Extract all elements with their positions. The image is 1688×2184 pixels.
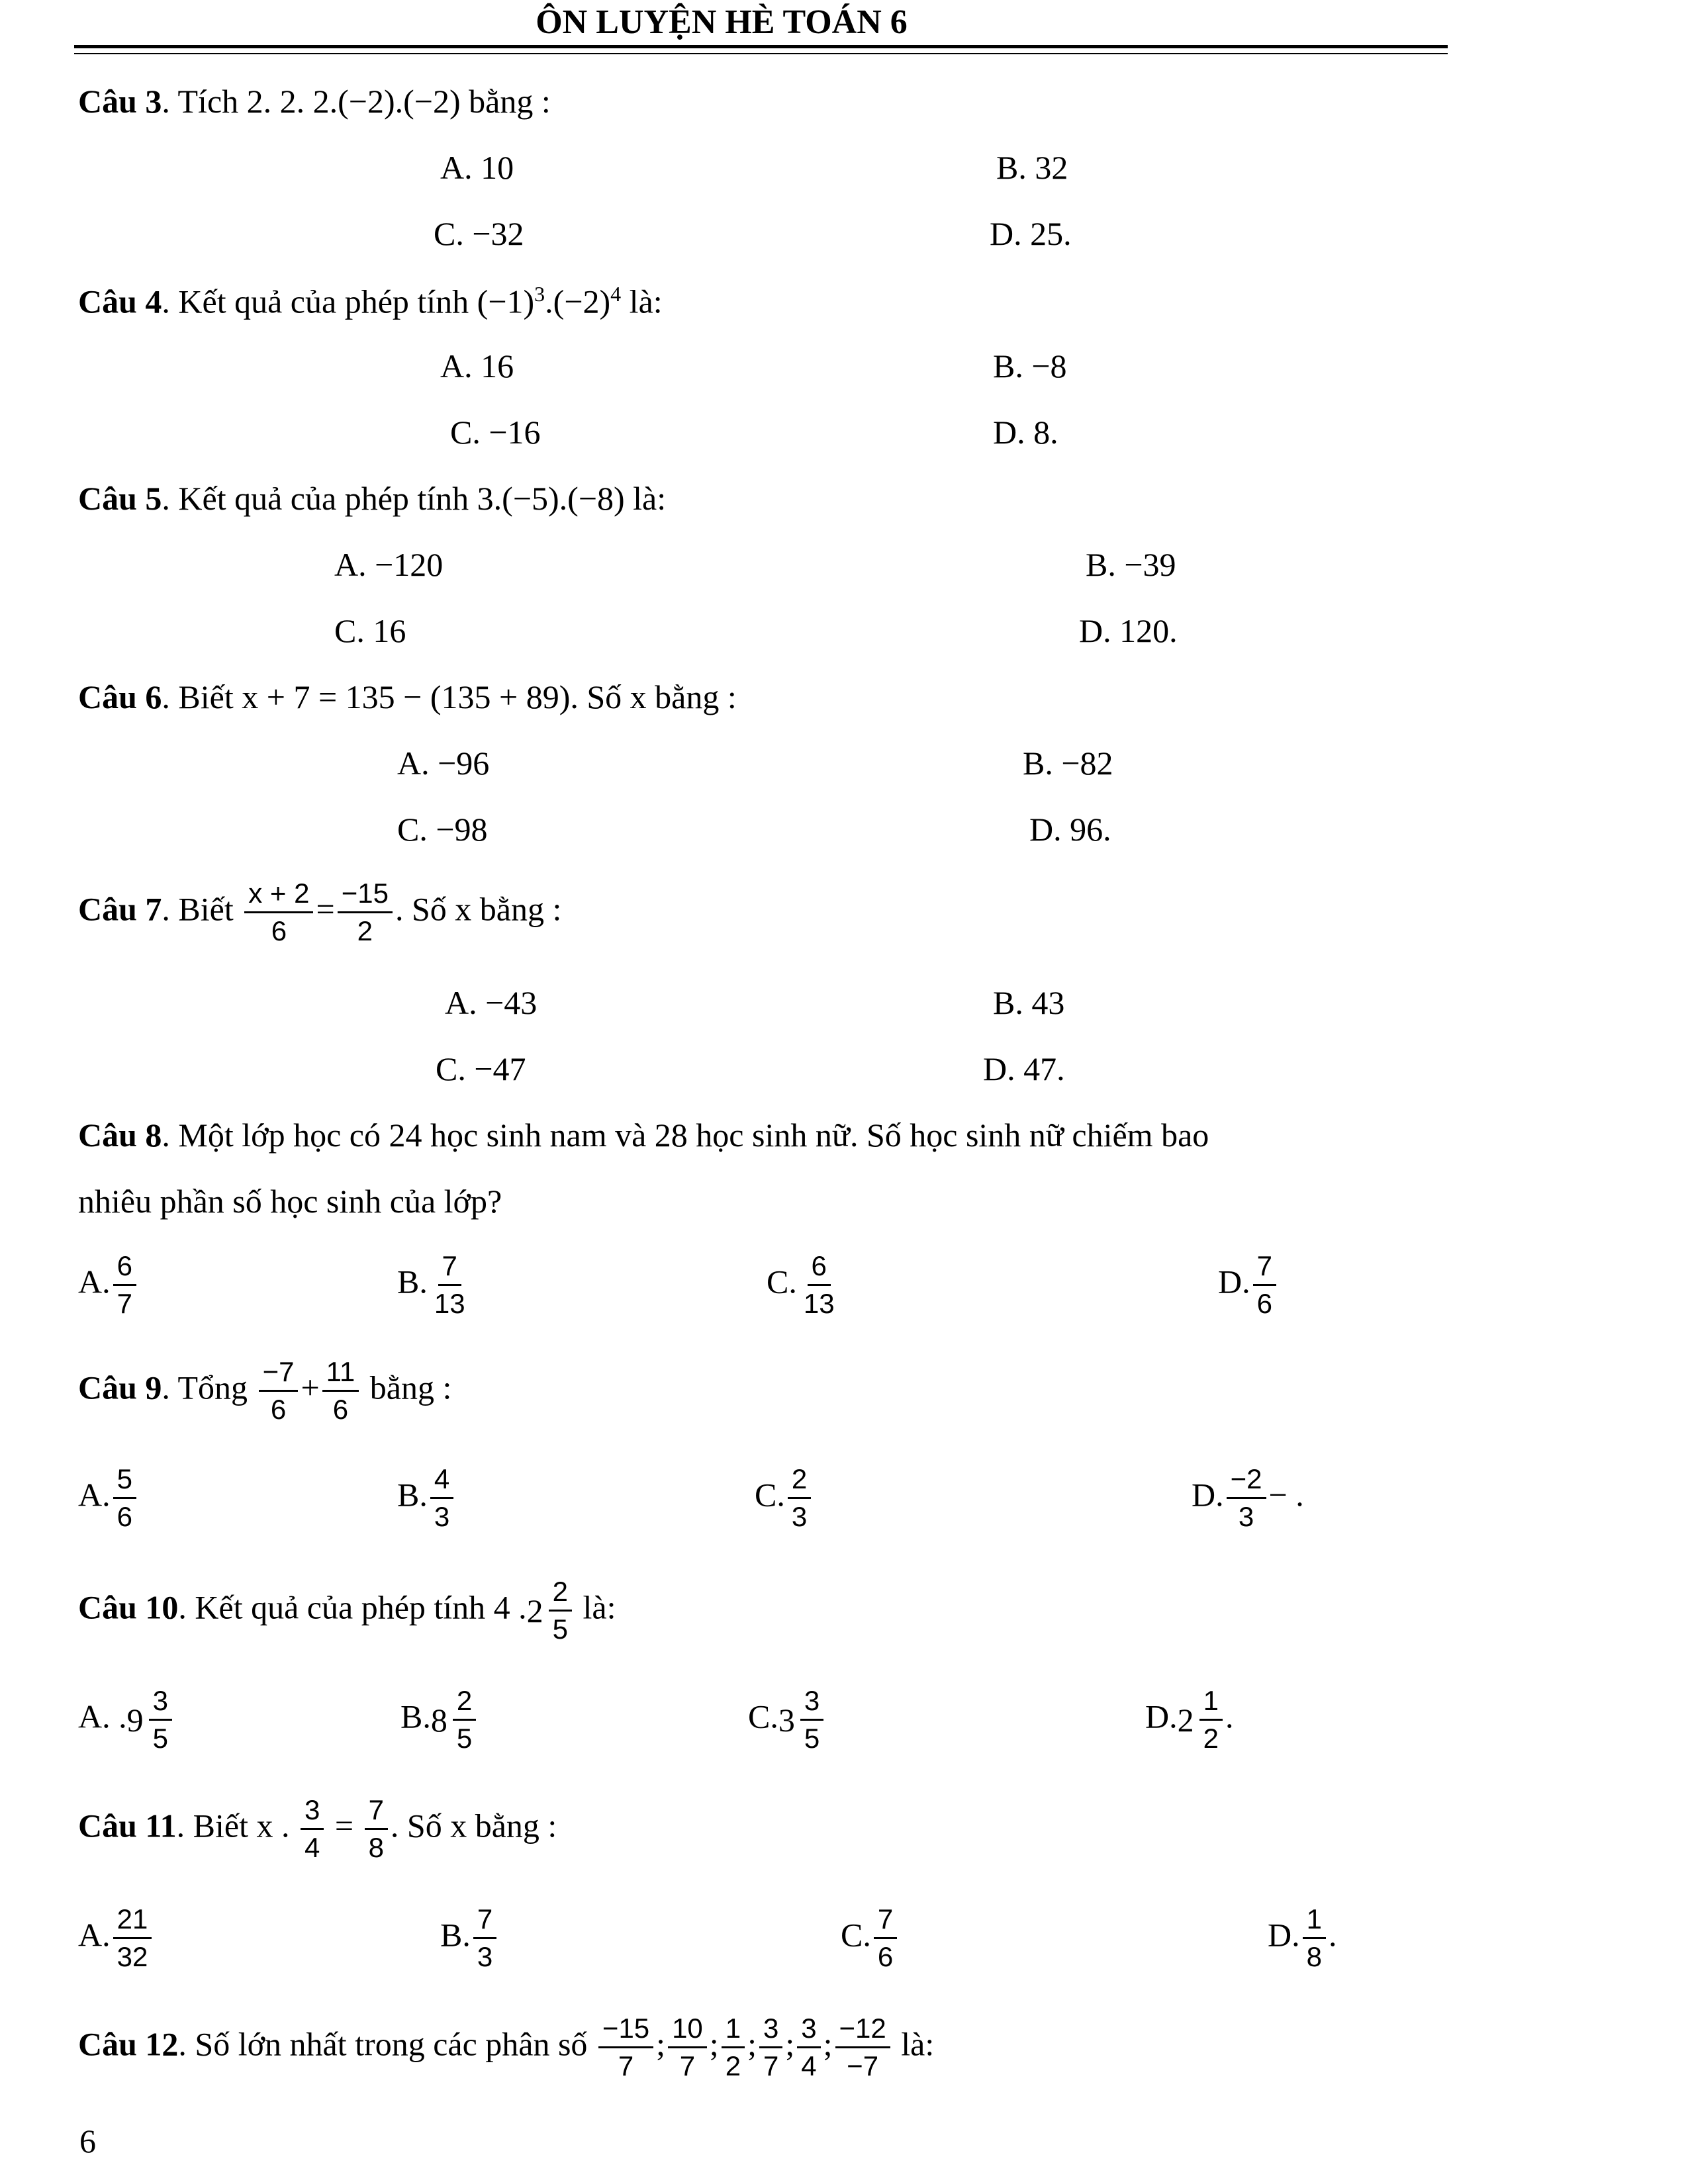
fraction-numerator: 21 (113, 1903, 152, 1939)
q11-option-a (78, 1903, 154, 1974)
question-12-label: Câu 12 (78, 2025, 179, 2063)
question-11 (78, 1794, 557, 1865)
fraction (473, 1903, 496, 1974)
option-letter: C. (767, 1263, 797, 1300)
fraction-denominator: 13 (803, 1288, 835, 1320)
q10-option-b (400, 1684, 479, 1756)
fraction-numerator: 7 (473, 1903, 496, 1939)
question-9-text-post: bằng : (361, 1369, 452, 1406)
fraction-numerator: −2 (1227, 1463, 1266, 1499)
q9-option-d (1192, 1463, 1304, 1534)
q10-option-d (1145, 1684, 1233, 1756)
question-7-text-pre: . Biết (162, 890, 242, 928)
exponent-2: 4 (610, 282, 622, 306)
fraction-numerator: 6 (113, 1250, 136, 1286)
fraction-denominator: 6 (270, 1394, 287, 1426)
q6-option-b: B. −82 (1023, 745, 1113, 782)
q9-option-c (755, 1463, 814, 1534)
mixed-whole: 8 (430, 1701, 447, 1739)
question-9-text-pre: . Tổng (162, 1369, 256, 1406)
mixed-whole: 3 (778, 1701, 795, 1739)
fraction-denominator: 6 (332, 1394, 349, 1426)
fraction-denominator: 2 (357, 915, 373, 947)
fraction-numerator: 7 (365, 1794, 388, 1830)
fraction-numerator: 7 (1253, 1250, 1276, 1286)
q9-option-a (78, 1463, 139, 1534)
fraction (598, 2012, 653, 2083)
question-4 (78, 283, 663, 318)
separator: ; (656, 2025, 666, 2063)
fraction (113, 1250, 136, 1321)
fraction (259, 1355, 299, 1427)
fraction-numerator: 1 (1303, 1903, 1326, 1939)
fraction-numerator: 7 (438, 1250, 461, 1286)
fraction-numerator: 2 (788, 1463, 811, 1499)
option-letter: B. (400, 1698, 431, 1735)
fraction-denominator: 8 (368, 1832, 384, 1864)
mixed-whole: 2 (526, 1592, 543, 1629)
fraction (797, 2012, 820, 2083)
fraction-denominator: 2 (725, 2050, 741, 2082)
fraction-denominator: 5 (804, 1723, 820, 1754)
question-5-text: . Kết quả của phép tính 3.(−5).(−8) là: (162, 480, 667, 517)
fraction-denominator: 3 (477, 1941, 493, 1973)
q5-option-d: D. 120. (1079, 612, 1178, 649)
fraction-denominator: 6 (271, 915, 287, 947)
fraction-denominator: 32 (117, 1941, 148, 1973)
q6-option-a: A. −96 (397, 745, 490, 782)
option-letter: A. (78, 1916, 111, 1954)
q5-option-c: C. 16 (334, 612, 406, 649)
question-12-text-post: là: (892, 2025, 935, 2063)
question-4-text-pre: . Kết quả của phép tính (−1) (162, 283, 535, 320)
fraction-numerator: 11 (322, 1355, 359, 1392)
fraction (1199, 1684, 1223, 1756)
q11-option-d (1268, 1903, 1336, 1974)
fraction (800, 1250, 839, 1321)
fraction-denominator: 7 (679, 2050, 696, 2082)
option-letter: C. (755, 1476, 785, 1514)
option-tail: − . (1268, 1476, 1304, 1514)
q11-option-b (440, 1903, 499, 1974)
plus-sign: + (301, 1369, 320, 1406)
q3-option-a: A. 10 (440, 149, 514, 186)
fraction-denominator: 2 (1203, 1723, 1219, 1754)
fraction-numerator: 6 (808, 1250, 831, 1286)
question-7-label: Câu 7 (78, 890, 162, 928)
q5-option-a: A. −120 (334, 546, 444, 583)
fraction (365, 1794, 388, 1865)
fraction-numerator: 1 (722, 2012, 745, 2048)
exponent-1: 3 (534, 282, 545, 306)
option-letter: B. (440, 1916, 471, 1954)
fraction (453, 1684, 476, 1756)
question-11-text-post: . Số x bằng : (390, 1807, 557, 1844)
fraction-numerator: −15 (338, 877, 393, 913)
q3-option-d: D. 25. (990, 215, 1072, 252)
q10-option-a (78, 1684, 175, 1756)
fraction-numerator: 5 (113, 1463, 136, 1499)
option-letter: D. (1192, 1476, 1224, 1514)
q8-option-c (767, 1250, 841, 1321)
fraction (549, 1575, 572, 1647)
fraction-denominator: 6 (877, 1941, 894, 1973)
mixed-number (127, 1684, 175, 1756)
option-letter: A. (78, 1476, 111, 1514)
question-12 (78, 2012, 934, 2083)
fraction-numerator: 2 (453, 1684, 476, 1721)
fraction-denominator: 5 (456, 1723, 473, 1754)
mixed-number (431, 1684, 479, 1756)
fraction (835, 2012, 890, 2083)
equals-sign: = (316, 890, 335, 928)
q7-option-a: A. −43 (445, 984, 538, 1021)
separator: ; (747, 2025, 757, 2063)
option-tail: . (1225, 1698, 1234, 1735)
fraction-numerator: 2 (549, 1575, 572, 1612)
option-letter: D. (1145, 1698, 1178, 1735)
option-letter: C. (841, 1916, 871, 1954)
fraction-denominator: 6 (117, 1501, 132, 1533)
q6-option-d: D. 96. (1029, 811, 1111, 848)
fraction-denominator: 3 (1238, 1501, 1254, 1533)
separator: ; (709, 2025, 719, 2063)
q4-option-a: A. 16 (440, 347, 514, 385)
mixed-number (1178, 1684, 1225, 1756)
question-10-label: Câu 10 (78, 1588, 179, 1626)
fraction-denominator: 3 (434, 1501, 450, 1533)
fraction-numerator: 1 (1199, 1684, 1223, 1721)
equals-sign: = (326, 1807, 362, 1844)
question-9-label: Câu 9 (78, 1369, 162, 1406)
fraction-numerator: 10 (668, 2012, 707, 2048)
fraction-denominator: 13 (434, 1288, 465, 1320)
fraction-denominator: −7 (847, 2050, 879, 2082)
question-4-text-mid: .(−2) (545, 283, 611, 320)
fraction (338, 877, 393, 948)
fraction (430, 1250, 469, 1321)
q7-option-c: C. −47 (436, 1050, 526, 1087)
question-8-text-line2: nhiêu phần số học sinh của lớp? (78, 1183, 502, 1220)
fraction-numerator: −15 (598, 2012, 653, 2048)
separator: ; (785, 2025, 795, 2063)
fraction (244, 877, 313, 948)
question-11-label: Câu 11 (78, 1807, 177, 1844)
fraction-denominator: 6 (1256, 1288, 1272, 1320)
question-12-text-pre: . Số lớn nhất trong các phân số (178, 2025, 596, 2063)
q7-option-d: D. 47. (983, 1050, 1065, 1087)
question-7 (78, 877, 561, 948)
fraction (322, 1355, 359, 1427)
q9-option-b (397, 1463, 456, 1534)
q4-option-c: C. −16 (450, 414, 541, 451)
question-3-text: . Tích 2. 2. 2.(−2).(−2) bằng : (162, 83, 551, 120)
fraction (149, 1684, 172, 1756)
fraction-denominator: 5 (552, 1614, 569, 1645)
question-6-text: . Biết x + 7 = 135 − (135 + 89). Số x bằng : (162, 678, 737, 715)
fraction (759, 2012, 782, 2083)
question-10 (78, 1575, 616, 1647)
fraction (1227, 1463, 1266, 1534)
fraction-numerator: −12 (835, 2012, 890, 2048)
question-4-text-post: là: (621, 283, 663, 320)
fraction-denominator: 7 (117, 1288, 132, 1320)
fraction-denominator: 7 (763, 2050, 779, 2082)
fraction-numerator: 3 (800, 1684, 823, 1721)
fraction-numerator: −7 (259, 1355, 299, 1392)
question-3-label: Câu 3 (78, 83, 162, 120)
fraction-numerator: 7 (874, 1903, 897, 1939)
option-letter: B. (397, 1263, 428, 1300)
question-11-text-pre: . Biết x . (176, 1807, 298, 1844)
fraction-numerator: 3 (759, 2012, 782, 2048)
question-8-text-line1: . Một lớp học có 24 học sinh nam và 28 học sinh nữ. Số học sinh nữ chiếm bao (162, 1116, 1209, 1154)
option-letter: D. (1268, 1916, 1300, 1954)
q6-option-c: C. −98 (397, 811, 488, 848)
mixed-whole: 2 (1177, 1701, 1194, 1739)
question-7-text-post: . Số x bằng : (395, 890, 562, 928)
fraction-denominator: 5 (152, 1723, 168, 1754)
fraction-denominator: 8 (1306, 1941, 1322, 1973)
question-6-label: Câu 6 (78, 678, 162, 715)
q4-option-b: B. −8 (993, 347, 1067, 385)
fraction (874, 1903, 897, 1974)
question-8-label: Câu 8 (78, 1116, 162, 1154)
fraction (301, 1794, 324, 1865)
q4-option-d: D. 8. (993, 414, 1058, 451)
q5-option-b: B. −39 (1086, 546, 1176, 583)
fraction-denominator: 7 (618, 2050, 634, 2082)
fraction (1253, 1250, 1276, 1321)
question-10-text-pre: . Kết quả của phép tính 4 . (178, 1588, 527, 1626)
fraction (668, 2012, 707, 2083)
mixed-whole: 9 (126, 1701, 144, 1739)
fraction (113, 1903, 152, 1974)
mixed-number (527, 1575, 575, 1647)
q3-option-c: C. −32 (434, 215, 524, 252)
q8-option-d (1218, 1250, 1279, 1321)
fraction-numerator: x + 2 (244, 877, 313, 913)
question-6 (78, 680, 737, 713)
fraction-denominator: 4 (305, 1832, 320, 1864)
fraction (1303, 1903, 1326, 1974)
page-number: 6 (79, 2122, 96, 2160)
question-4-label: Câu 4 (78, 283, 162, 320)
question-5-label: Câu 5 (78, 480, 162, 517)
fraction-numerator: 3 (149, 1684, 172, 1721)
q11-option-c (841, 1903, 900, 1974)
header-rule-thick (74, 45, 1448, 48)
fraction (113, 1463, 136, 1534)
option-letter: B. (397, 1476, 428, 1514)
fraction (430, 1463, 453, 1534)
question-5 (78, 482, 666, 515)
fraction-denominator: 3 (791, 1501, 808, 1533)
question-3 (78, 85, 551, 118)
q8-option-a (78, 1250, 139, 1321)
option-letter: A. . (78, 1698, 127, 1735)
fraction-numerator: 3 (797, 2012, 820, 2048)
fraction (722, 2012, 745, 2083)
question-8 (78, 1118, 1209, 1152)
q10-option-c (748, 1684, 826, 1756)
page-header-title: ÔN LUYỆN HÈ TOÁN 6 (536, 3, 908, 41)
separator: ; (823, 2025, 833, 2063)
option-letter: A. (78, 1263, 111, 1300)
fraction-denominator: 4 (801, 2050, 817, 2082)
option-letter: C. (748, 1698, 778, 1735)
question-10-text-post: là: (575, 1588, 616, 1626)
fraction-numerator: 3 (301, 1794, 324, 1830)
q8-option-b (397, 1250, 472, 1321)
fraction (800, 1684, 823, 1756)
option-letter: D. (1218, 1263, 1250, 1300)
header-rule-thin (74, 53, 1448, 54)
q7-option-b: B. 43 (993, 984, 1065, 1021)
option-tail: . (1328, 1916, 1337, 1954)
fraction (788, 1463, 811, 1534)
question-9 (78, 1355, 451, 1427)
q3-option-b: B. 32 (996, 149, 1068, 186)
mixed-number (778, 1684, 826, 1756)
fraction-numerator: 4 (430, 1463, 453, 1499)
